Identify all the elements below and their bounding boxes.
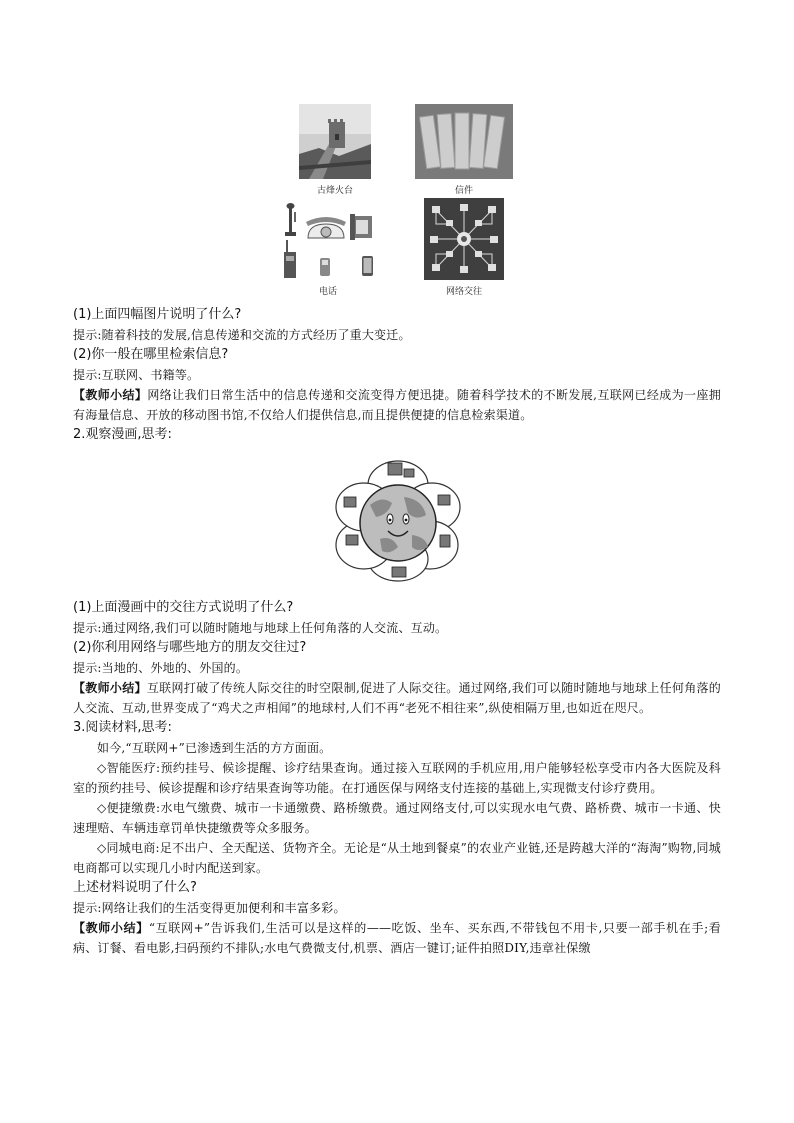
caption-network: 网络交往 xyxy=(445,287,482,297)
letters-photo xyxy=(415,104,513,179)
telephones-figure xyxy=(280,200,376,280)
hint-1-2: 提示:互联网、书籍等。 xyxy=(73,368,200,382)
teacher-summary-1 xyxy=(73,385,721,425)
hint-3: 提示:网络让我们的生活变得更加便利和丰富多彩。 xyxy=(73,901,346,915)
summary-text-2: 互联网打破了传统人际交往的时空限制,促进了人际交往。通过网络,我们可以随时随地与地球上任何角落的人交流、互动,世界变成了“鸡犬之声相闻”的地球村,人们不再“老死不相往来”,纵使相隔万里,也如近在咫尺。 xyxy=(73,681,722,715)
caption-beacon-tower: 古烽火台 xyxy=(316,186,353,196)
section-3-title: 3.阅读材料,思考: xyxy=(73,720,172,735)
summary-tag-2: 【教师小结】 xyxy=(73,681,147,695)
caption-letters: 信件 xyxy=(454,186,473,196)
hint-1-1: 提示:随着科技的发展,信息传递和交流的方式经历了重大变迁。 xyxy=(73,328,411,342)
material-item-medical: ◇智能医疗:预约挂号、候诊提醒、诊疗结果查询。通过接入互联网的手机应用,用户能够轻松享受市内各大医院及科室的预约挂号、候诊提醒和诊疗结果查询等功能。在打通医保与网络支付连接的基础上,实现微支付诊疗费用。 xyxy=(73,761,721,795)
question-3: 上述材料说明了什么? xyxy=(73,880,197,895)
question-1-2: (2)你一般在哪里检索信息? xyxy=(73,347,229,362)
hint-2-1: 提示:通过网络,我们可以随时随地与地球上任何角落的人交流、互动。 xyxy=(73,621,448,635)
teacher-summary-2 xyxy=(73,678,721,718)
hint-2-2: 提示:当地的、外地的、外国的。 xyxy=(73,661,249,675)
summary-tag-1: 【教师小结】 xyxy=(73,388,148,402)
cartoon-earth-figure xyxy=(330,455,466,587)
teacher-summary-3 xyxy=(73,918,721,958)
caption-telephone: 电话 xyxy=(318,287,337,297)
network-figure xyxy=(424,198,504,280)
question-2-2: (2)你利用网络与哪些地方的朋友交往过? xyxy=(73,640,307,655)
material-item-ecommerce: ◇同城电商:足不出户、全天配送、货物齐全。无论是“从土地到餐桌”的农业产业链,还是跨越大洋的“海淘”购物,同城电商都可以实现几小时内配送到家。 xyxy=(73,841,721,875)
summary-text-1: 网络让我们日常生活中的信息传递和交流变得方便迅捷。随着科学技术的不断发展,互联网已经成为一座拥有海量信息、开放的移动图书馆,不仅给人们提供信息,而且提供便捷的信息检索渠道。 xyxy=(73,388,722,422)
question-2-1: (1)上面漫画中的交往方式说明了什么? xyxy=(73,600,294,615)
beacon-tower-photo xyxy=(299,104,371,179)
summary-text-3: “互联网+”告诉我们,生活可以是这样的——吃饭、坐车、买东西,不带钱包不用卡,只要一部手机在手;看病、订餐、看电影,扫码预约不排队;水电气费微支付,机票、酒店一键订;证件拍照DIY,违章社保缴 xyxy=(73,921,721,955)
material-intro: 如今,“互联网+”已渗透到生活的方方面面。 xyxy=(97,741,332,755)
question-1-1: (1)上面四幅图片说明了什么? xyxy=(73,307,242,322)
section-2-title: 2.观察漫画,思考: xyxy=(73,427,172,442)
material-item-payment: ◇便捷缴费:水电气缴费、城市一卡通缴费、路桥缴费。通过网络支付,可以实现水电气费、路桥费、城市一卡通、快速理赔、车辆违章罚单快捷缴费等众多服务。 xyxy=(73,801,721,835)
summary-tag-3: 【教师小结】 xyxy=(73,921,149,935)
